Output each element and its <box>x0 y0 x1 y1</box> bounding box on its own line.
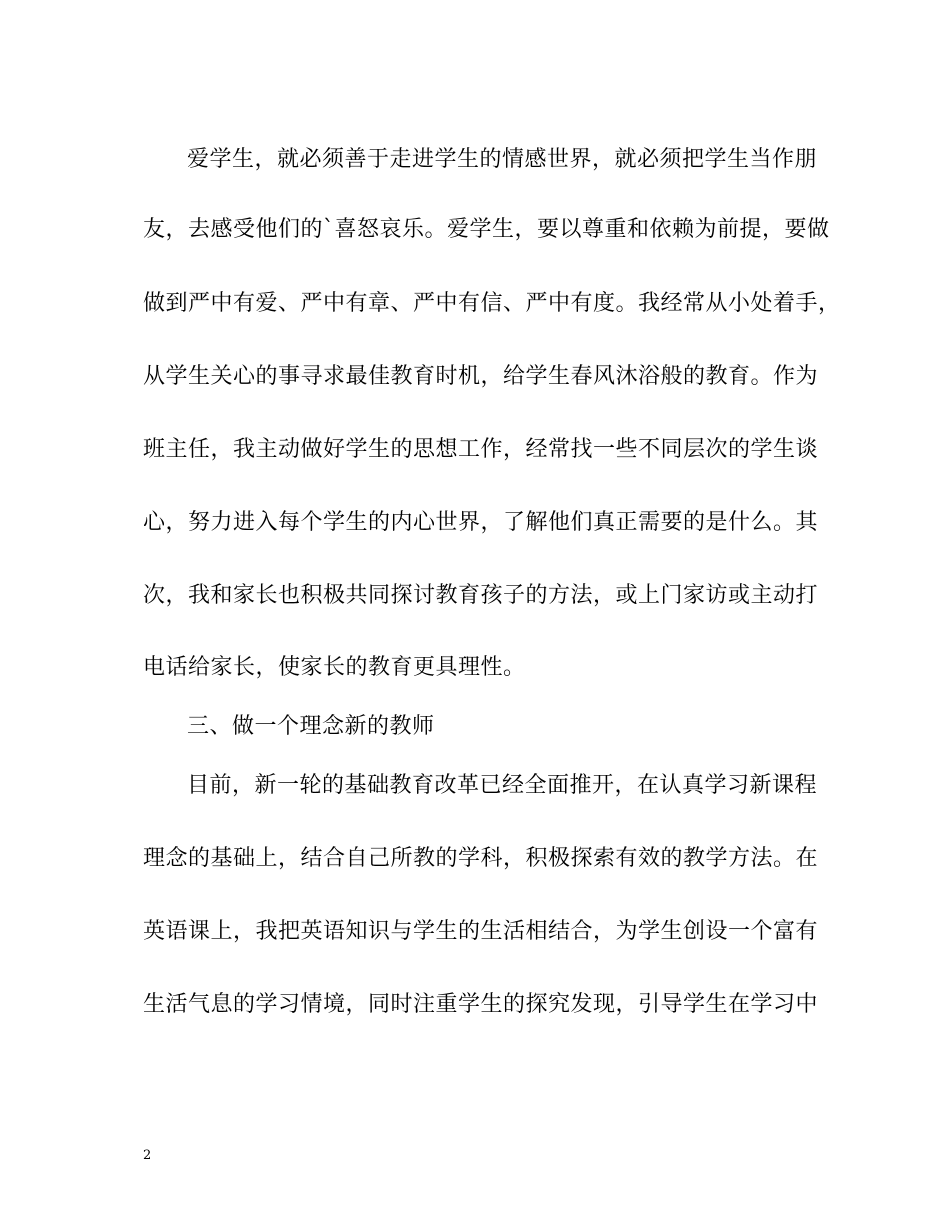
paragraph-line: 理念的基础上，结合自己所教的学科，积极探索有效的教学方法。在 <box>143 846 819 871</box>
paragraph-line: 英语课上，我把英语知识与学生的生活相结合，为学生创设一个富有 <box>143 919 819 944</box>
paragraph-line: 爱学生，就必须善于走进学生的情感世界，就必须把学生当作朋 <box>187 147 818 172</box>
paragraph-line: 心，努力进入每个学生的内心世界，了解他们真正需要的是什么。其 <box>143 510 819 535</box>
paragraph-line: 班主任，我主动做好学生的思想工作，经常找一些不同层次的学生谈 <box>143 437 819 462</box>
paragraph-line: 目前，新一轮的基础教育改革已经全面推开，在认真学习新课程 <box>187 773 818 798</box>
paragraph-line: 生活气息的学习情境，同时注重学生的探究发现，引导学生在学习中 <box>143 992 819 1017</box>
paragraph-line: 次，我和家长也积极共同探讨教育孩子的方法，或上门家访或主动打 <box>143 583 819 608</box>
paragraph-line: 做到严中有爱、严中有章、严中有信、严中有度。我经常从小处着手， <box>143 291 841 316</box>
paragraph-line: 友，去感受他们的`喜怒哀乐。爱学生，要以尊重和依赖为前提，要做 <box>143 217 830 242</box>
paragraph-line: 从学生关心的事寻求最佳教育时机，给学生春风沐浴般的教育。作为 <box>143 364 819 389</box>
paragraph-line: 电话给家长，使家长的教育更具理性。 <box>143 655 526 680</box>
section-heading: 三、做一个理念新的教师 <box>187 714 435 739</box>
page-number: 2 <box>143 1148 152 1163</box>
